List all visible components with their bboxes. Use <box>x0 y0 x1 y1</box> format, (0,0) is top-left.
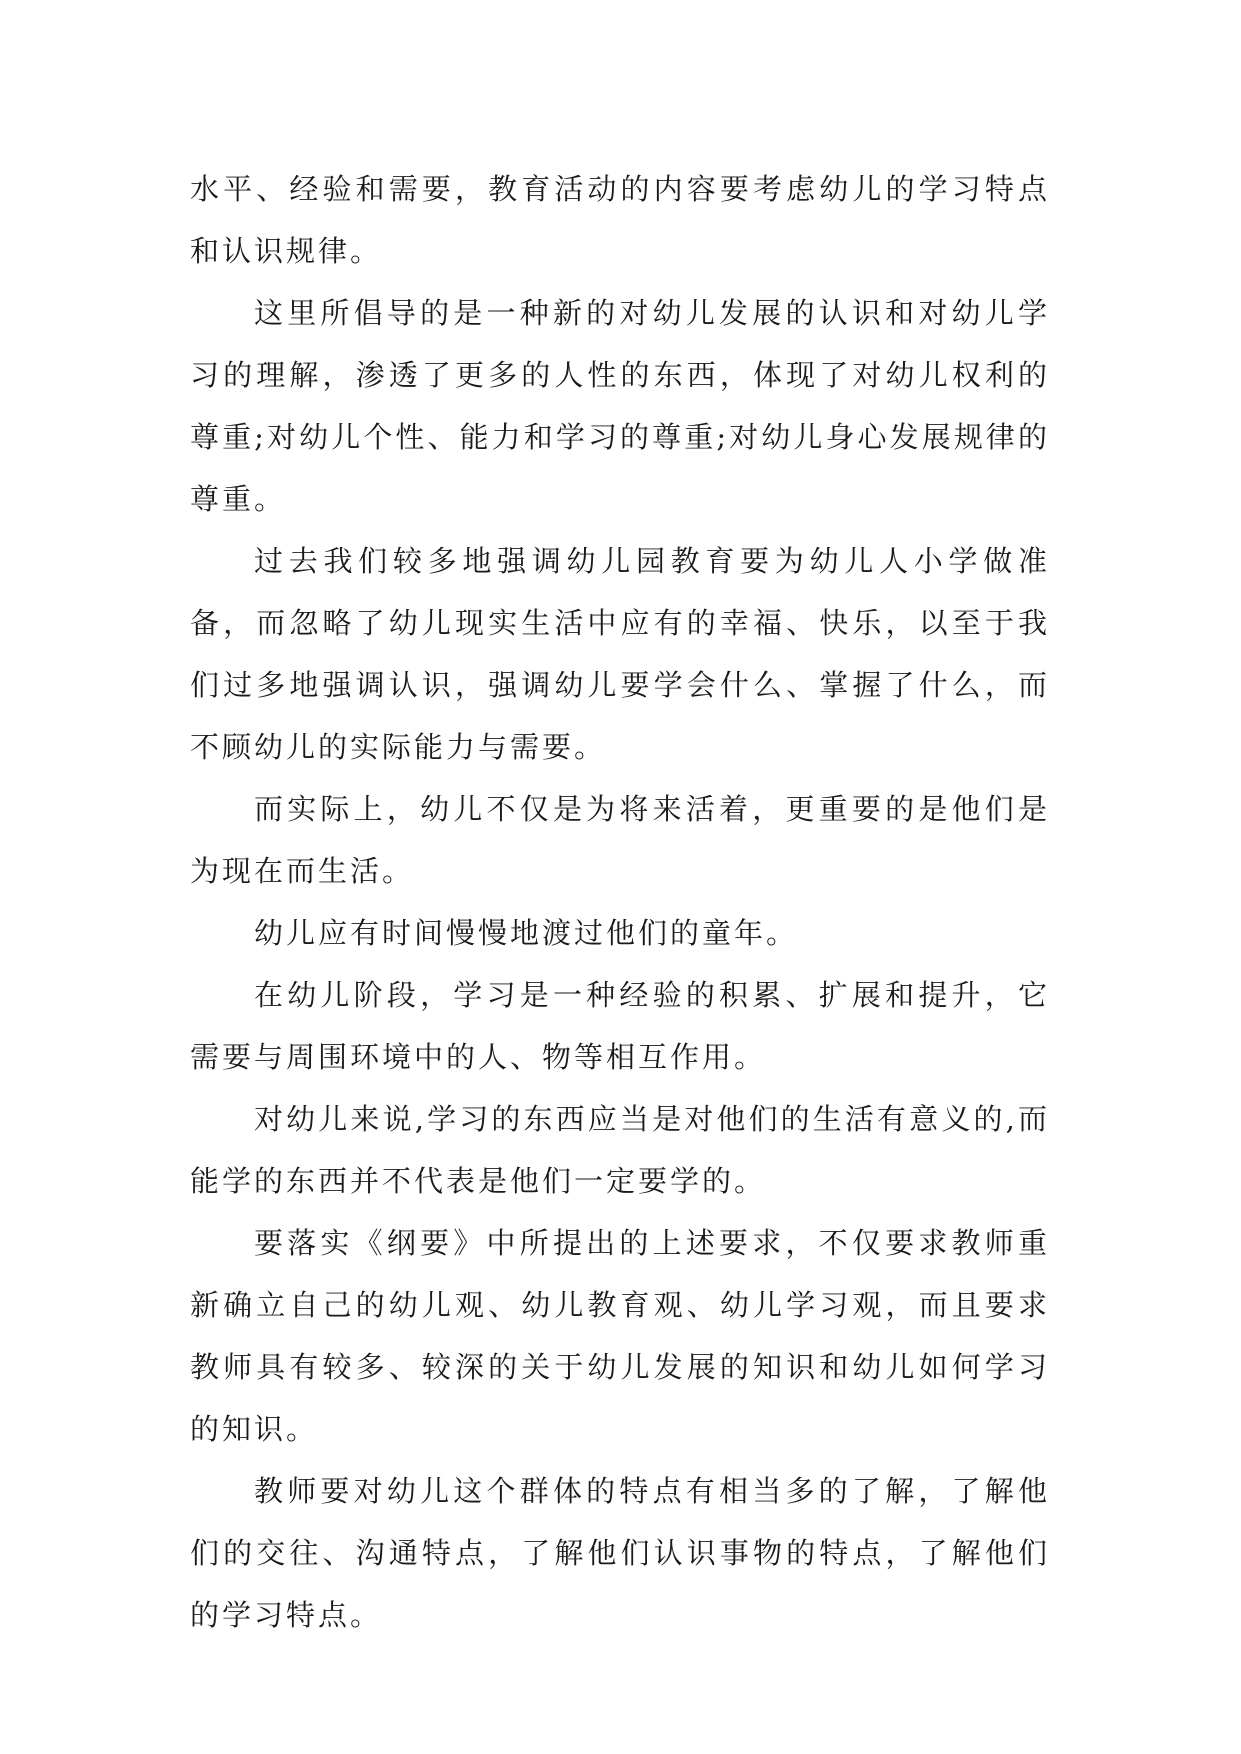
document-body <box>190 158 1050 1646</box>
paragraph-2: 这里所倡导的是一种新的对幼儿发展的认识和对幼儿学习的理解，渗透了更多的人性的东西，体现了对幼儿权利的尊重;对幼儿个性、能力和学习的尊重;对幼儿身心发展规律的尊重。 <box>190 296 1050 516</box>
paragraph-4: 而实际上，幼儿不仅是为将来活着，更重要的是他们是为现在而生活。 <box>190 792 1050 888</box>
paragraph-8: 要落实《纲要》中所提出的上述要求，不仅要求教师重新确立自己的幼儿观、幼儿教育观、幼儿学习观，而且要求教师具有较多、较深的关于幼儿发展的知识和幼儿如何学习的知识。 <box>190 1226 1050 1446</box>
paragraph-1: 水平、经验和需要，教育活动的内容要考虑幼儿的学习特点和认识规律。 <box>190 172 1050 268</box>
paragraph-7: 对幼儿来说,学习的东西应当是对他们的生活有意义的,而能学的东西并不代表是他们一定要学的。 <box>190 1102 1050 1198</box>
paragraph-6: 在幼儿阶段，学习是一种经验的积累、扩展和提升，它需要与周围环境中的人、物等相互作用。 <box>190 978 1050 1074</box>
paragraph-5: 幼儿应有时间慢慢地渡过他们的童年。 <box>254 916 799 950</box>
paragraph-3: 过去我们较多地强调幼儿园教育要为幼儿人小学做准备，而忽略了幼儿现实生活中应有的幸福、快乐，以至于我们过多地强调认识，强调幼儿要学会什么、掌握了什么，而不顾幼儿的实际能力与需要。 <box>190 544 1050 764</box>
paragraph-9: 教师要对幼儿这个群体的特点有相当多的了解，了解他们的交往、沟通特点，了解他们认识事物的特点，了解他们的学习特点。 <box>190 1474 1050 1632</box>
